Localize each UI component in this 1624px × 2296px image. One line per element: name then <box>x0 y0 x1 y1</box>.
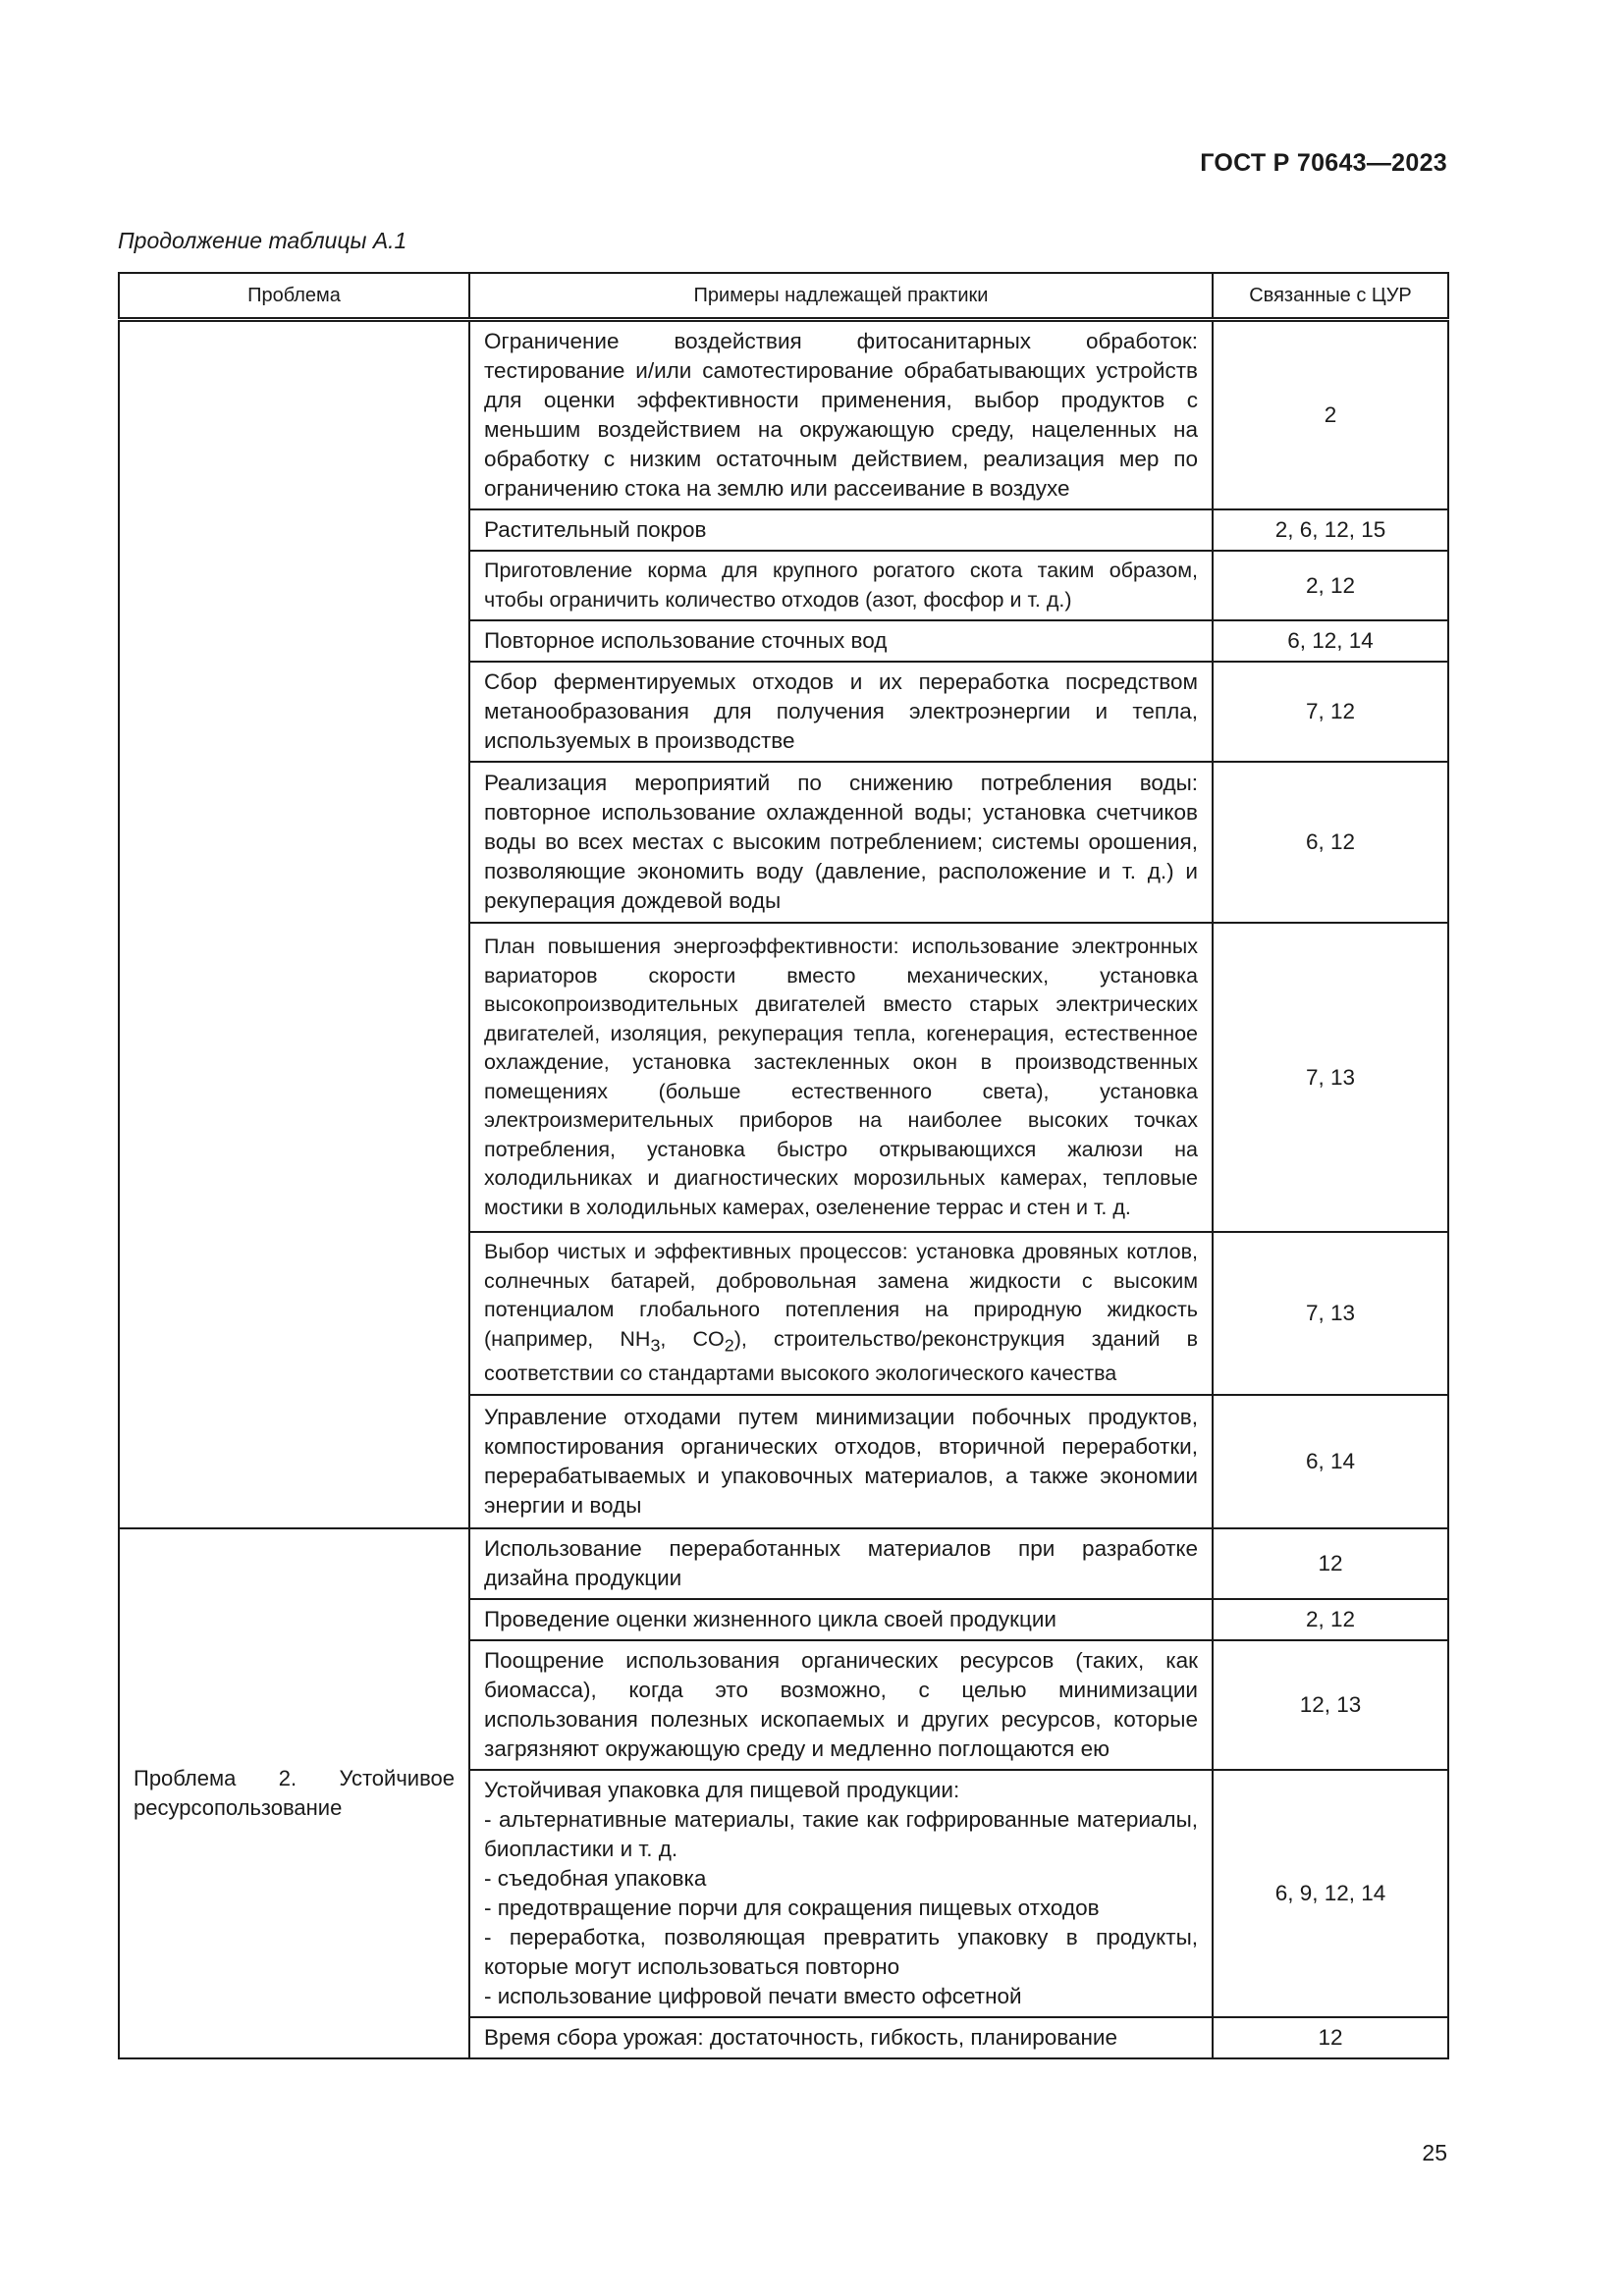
practice-cell: Реализация мероприятий по снижению потребления воды: повторное использование охлажденной воды; установка счетчиков воды во всех местах с высоким потреблением; системы орошения, позволяющие экономить воду (давление, расположение и т. д.) и рекуперация дождевой воды <box>469 762 1213 923</box>
list-item: - альтернативные материалы, такие как гофрированные материалы, биопластики и т. д. <box>484 1806 1198 1861</box>
practice-cell: Поощрение использования органических ресурсов (таких, как биомасса), когда это возможно, с целью минимизации использования полезных ископаемых и других ресурсов, которые загрязняют окружающую среду и медленно поглощаются ею <box>469 1640 1213 1770</box>
sdg-cell: 2, 12 <box>1213 1599 1448 1640</box>
page-number: 25 <box>1422 2140 1447 2165</box>
sdg-cell: 12 <box>1213 2017 1448 2058</box>
practice-cell: Растительный покров <box>469 509 1213 551</box>
practice-cell: Сбор ферментируемых отходов и их переработка посредством метанообразования для получения электроэнергии и тепла, используемых в производстве <box>469 662 1213 762</box>
practices-table <box>118 272 1449 2059</box>
column-header-problem: Проблема <box>119 273 469 320</box>
practice-text: , CO <box>660 1326 725 1351</box>
practice-cell: Приготовление корма для крупного рогатого скота таким образом, чтобы ограничить количество отходов (азот, фосфор и т. д.) <box>469 551 1213 620</box>
problem-cell: Проблема 2. Устойчивое ресурсопользование <box>119 1528 469 2058</box>
practice-cell: План повышения энергоэффективности: использование электронных вариаторов скорости вместо механических, установка высокопроизводительных двигателей вместо старых электрических двигателей, изоляция, рекуперация тепла, когенерация, естественное охлаждение, установка застекленных окон в производственных помещениях (больше естественного света), установка электроизмерительных приборов на наиболее высоких точках потребления, установка быстро открывающихся жалюзи на холодильниках и диагностических морозильных камерах, тепловые мостики в холодильных камерах, озеленение террас и стен и т. д. <box>469 923 1213 1232</box>
list-item: - использование цифровой печати вместо офсетной <box>484 1983 1022 2008</box>
table-row <box>119 320 1448 510</box>
column-header-sdg: Связанные с ЦУР <box>1213 273 1448 320</box>
sdg-cell: 7, 13 <box>1213 1232 1448 1395</box>
practice-cell: Повторное использование сточных вод <box>469 620 1213 662</box>
sdg-cell: 6, 9, 12, 14 <box>1213 1770 1448 2017</box>
subscript: 3 <box>650 1334 661 1355</box>
sdg-cell: 7, 12 <box>1213 662 1448 762</box>
sdg-cell: 12 <box>1213 1528 1448 1599</box>
practice-text: Выбор чистых и эффективных процессов: установка дровяных котлов, солнечных батарей, добровольная замена жидкости с высоким потенциалом глобального потепления на природную жидкость (например, NH <box>484 1240 1198 1351</box>
table-caption: Продолжение таблицы А.1 <box>118 228 407 253</box>
practice-cell: Управление отходами путем минимизации побочных продуктов, компостирования органических отходов, вторичной переработки, перерабатываемых и упаковочных материалов, а также экономии энергии и воды <box>469 1395 1213 1528</box>
list-item: Устойчивая упаковка для пищевой продукции: <box>484 1777 960 1802</box>
sdg-cell: 2, 6, 12, 15 <box>1213 509 1448 551</box>
table-header-row <box>119 273 1448 320</box>
sdg-cell: 2, 12 <box>1213 551 1448 620</box>
standard-number: ГОСТ Р 70643—2023 <box>1200 149 1447 177</box>
subscript: 2 <box>724 1334 734 1355</box>
sdg-cell: 2 <box>1213 320 1448 510</box>
sdg-cell: 7, 13 <box>1213 923 1448 1232</box>
practice-cell: Проведение оценки жизненного цикла своей продукции <box>469 1599 1213 1640</box>
problem-cell <box>119 320 469 1528</box>
practice-cell: Ограничение воздействия фитосанитарных обработок: тестирование и/или самотестирование обрабатывающих устройств для оценки эффективности применения, выбор продуктов с меньшим воздействием на окружающую среду, нацеленных на обработку с низким остаточным действием, реализация мер по ограничению стока на землю или рассеивание в воздухе <box>469 320 1213 510</box>
table-row <box>119 1528 1448 1599</box>
list-item: - переработка, позволяющая превратить упаковку в продукты, которые могут использоваться повторно <box>484 1924 1198 1979</box>
practice-cell <box>469 1232 1213 1395</box>
sdg-cell: 6, 12 <box>1213 762 1448 923</box>
sdg-cell: 6, 12, 14 <box>1213 620 1448 662</box>
practice-cell <box>469 1770 1213 2017</box>
sdg-cell: 12, 13 <box>1213 1640 1448 1770</box>
list-item: - съедобная упаковка <box>484 1865 707 1891</box>
sdg-cell: 6, 14 <box>1213 1395 1448 1528</box>
list-item: - предотвращение порчи для сокращения пищевых отходов <box>484 1895 1100 1920</box>
practice-cell: Использование переработанных материалов при разработке дизайна продукции <box>469 1528 1213 1599</box>
practice-cell: Время сбора урожая: достаточность, гибкость, планирование <box>469 2017 1213 2058</box>
practice-text: ), строительство/реконструкция зданий в соответствии со стандартами высокого экологического качества <box>484 1326 1198 1386</box>
column-header-practice: Примеры надлежащей практики <box>469 273 1213 320</box>
